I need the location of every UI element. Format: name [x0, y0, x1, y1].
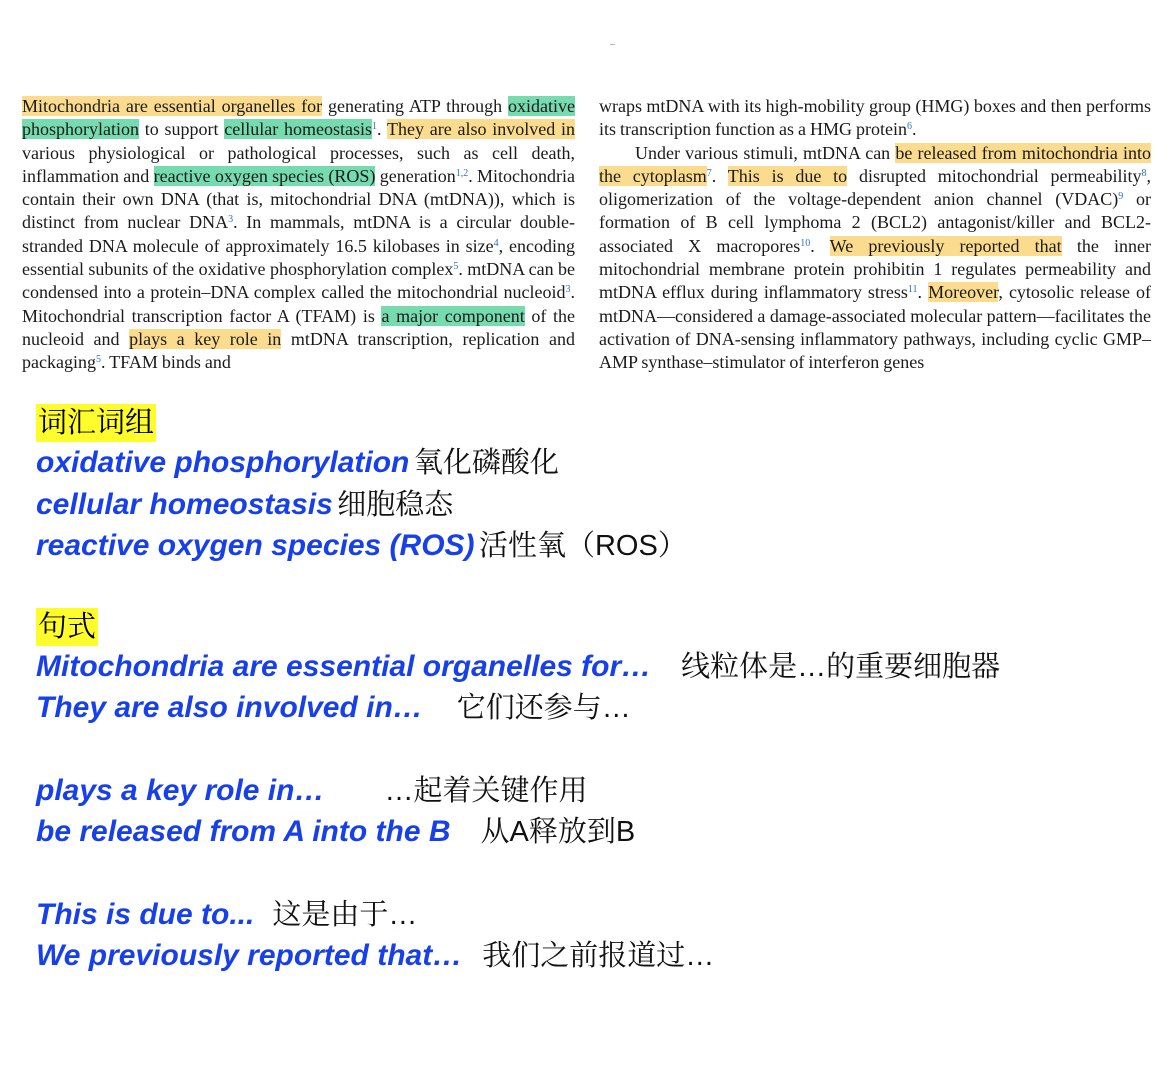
spacer — [36, 729, 1166, 770]
vocab-english: cellular homeostasis — [36, 487, 333, 521]
article-text: , oligomerization of the voltage-dependent anion channel (VDAC) — [599, 165, 1152, 210]
pattern-item — [36, 811, 1166, 853]
page-dash-mark — [610, 44, 615, 45]
highlight-sentence-pattern: We previously reported that — [829, 235, 1062, 256]
highlight-sentence-pattern: Mitochondria are essential organelles for — [22, 96, 323, 116]
highlight-sentence-pattern: This is due to — [727, 165, 848, 186]
highlight-sentence-pattern: Moreover — [928, 282, 999, 303]
spacer — [36, 567, 1166, 608]
citation-link[interactable]: 11 — [907, 284, 918, 296]
pattern-english: We previously reported that… — [36, 939, 463, 972]
highlight-vocab: cellular homeostasis — [224, 119, 373, 140]
article-text: . — [377, 119, 387, 140]
vocab-chinese: 细胞稳态 — [337, 488, 454, 521]
article-text: , encoding essential subunits of the oxidative phosphorylation complex — [22, 235, 576, 280]
article-text: Under various stimuli, mtDNA can — [635, 142, 896, 163]
article-text: . mtDNA can be condensed into a protein–DNA complex called the mitochondrial nucleoid — [22, 259, 575, 303]
highlight-sentence-pattern: be released from mitochondria into the cytoplasm — [599, 142, 1152, 186]
article-text: . — [911, 119, 917, 140]
article-text: the inner mitochondrial membrane protein prohibitin 1 regulates permeability and mtDNA efflux during inflammatory stress — [599, 235, 1151, 303]
vocab-english: reactive oxygen species (ROS) — [36, 529, 475, 562]
article-text: . — [917, 282, 929, 303]
vocab-chinese: 活性氧（ROS） — [478, 530, 687, 562]
article-text: various physiological or pathological processes, such as cell death, inflammation and — [22, 142, 575, 186]
pattern-item — [36, 770, 1166, 812]
article-text: or formation of B cell lymphoma 2 (BCL2) antagonist/killer and BCL2-associated X macropores — [599, 189, 1151, 256]
citation-link[interactable]: 6 — [906, 121, 912, 133]
article-paragraph — [599, 95, 1151, 142]
vocab-english: oxidative phosphorylation — [36, 446, 410, 479]
pattern-english: They are also involved in… — [36, 691, 423, 724]
citation-link[interactable]: 1 — [372, 121, 378, 133]
citation-link[interactable]: 1,2 — [455, 167, 469, 179]
citation-link[interactable]: 8 — [1141, 167, 1147, 179]
highlight-vocab: a major component — [381, 305, 525, 326]
pattern-chinese: …起着关键作用 — [384, 774, 588, 807]
pattern-english: This is due to... — [36, 897, 255, 931]
citation-link[interactable]: 9 — [1118, 191, 1124, 203]
article-text: generation — [375, 165, 456, 186]
pattern-chinese: 线粒体是…的重要细胞器 — [681, 650, 1001, 683]
citation-link[interactable]: 5 — [95, 354, 101, 366]
article-text: . — [711, 165, 728, 186]
article-text: to support — [139, 119, 225, 140]
study-notes — [36, 404, 1166, 977]
article-column-left — [22, 95, 575, 375]
article-column-right — [599, 95, 1151, 375]
article-text: . TFAM binds and — [100, 352, 231, 373]
article-text: . In mammals, mtDNA is a circular double-stranded DNA molecule of approximately 16.5 kilobases in size — [22, 212, 575, 256]
pattern-item — [36, 646, 1166, 688]
citation-link[interactable]: 5 — [453, 261, 459, 273]
pattern-chinese: 它们还参与… — [456, 692, 631, 724]
citation-link[interactable]: 4 — [493, 237, 499, 249]
pattern-english: be released from A into the B — [36, 815, 451, 848]
article-text: of the nucleoid and — [22, 305, 575, 349]
vocab-item — [36, 442, 1166, 484]
pattern-english: plays a key role in… — [36, 773, 325, 807]
pattern-item — [36, 935, 1166, 977]
citation-link[interactable]: 10 — [800, 237, 811, 249]
article-text: disrupted mitochondrial permeability — [847, 165, 1142, 186]
citation-link[interactable]: 7 — [706, 167, 712, 179]
vocab-item — [36, 525, 1166, 567]
spacer — [36, 853, 1166, 894]
article-text: . Mitochondria contain their own DNA (that is, mitochondrial DNA (mtDNA)), which is distinct from nuclear DNA — [22, 165, 576, 233]
highlight-vocab: oxidative phosphorylation — [22, 96, 575, 140]
article-text: mtDNA transcription, replication and packaging — [22, 328, 575, 373]
pattern-chinese: 这是由于… — [272, 898, 418, 931]
vocab-item — [36, 484, 1166, 526]
article-paragraph — [599, 142, 1151, 375]
highlight-sentence-pattern: plays a key role in — [129, 328, 282, 349]
pattern-chinese: 我们之前报道过… — [482, 940, 715, 972]
article-text: , cytosolic release of mtDNA—considered a damage-associated molecular pattern—facilitates the activation of DNA-sensing inflammatory pathways, including cyclic GMP–AMP synthase–stimulator of interferon genes — [599, 282, 1152, 373]
article-text: generating ATP through — [322, 96, 509, 116]
citation-link[interactable]: 3 — [565, 284, 571, 296]
vocab-chinese: 氧化磷酸化 — [413, 447, 559, 479]
article-text: wraps mtDNA with its high-mobility group (HMG) boxes and then performs its transcription function as a HMG protein — [599, 96, 1151, 140]
pattern-chinese: 从A释放到B — [480, 816, 636, 848]
article-paragraph — [22, 95, 575, 375]
highlight-sentence-pattern: They are also involved in — [386, 119, 575, 140]
vocab-heading: 词汇词组 — [36, 404, 156, 442]
highlight-vocab: reactive oxygen species (ROS) — [153, 165, 376, 186]
pattern-item — [36, 687, 1166, 729]
article-text: . Mitochondrial transcription factor A (TFAM) is — [22, 282, 575, 326]
citation-link[interactable]: 3 — [228, 214, 234, 226]
pattern-item — [36, 894, 1166, 936]
article-text: . — [810, 235, 830, 256]
pattern-english: Mitochondria are essential organelles for… — [36, 649, 652, 683]
sentence-heading: 句式 — [36, 608, 98, 646]
